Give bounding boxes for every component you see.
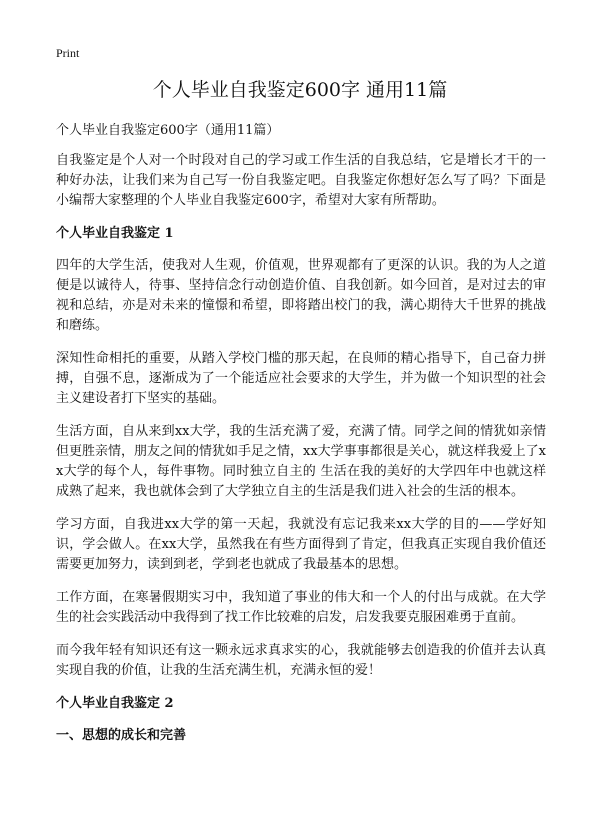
print-label: Print — [56, 46, 80, 60]
intro-paragraph: 自我鉴定是个人对一个时段对自己的学习或工作生活的自我总结，它是增长才干的一种好办法，让我们来为自己写一份自我鉴定吧。自我鉴定你想好怎么写了吗？下面是小编帮大家整理的个人毕业自我鉴定600字，希望对大家有所帮助。 — [56, 153, 546, 208]
section-heading-2: 个人毕业自我鉴定 2 — [56, 696, 174, 711]
section-heading-1: 个人毕业自我鉴定 1 — [56, 226, 174, 241]
section1-paragraph: 四年的大学生活，使我对人生观，价值观，世界观都有了更深的认识。我的为人之道便是以诚待人，待事、坚持信念行动创造价值、自我创新。如今回首，是对过去的审视和总结，亦是对未来的憧憬和希望，即将踏出校门的我，满心期待大千世界的挑战和磨练。 — [56, 258, 546, 333]
document-body — [56, 121, 546, 756]
section1-paragraph: 工作方面，在寒暑假期实习中，我知道了事业的伟大和一个人的付出与成就。在大学生的社会实践活动中我得到了找工作比较难的启发，启发我要克服困难勇于直前。 — [56, 590, 546, 625]
section2-subheading: 一、思想的成长和完善 — [56, 728, 187, 743]
section1-paragraph: 生活方面，自从来到xx大学，我的生活充满了爱，充满了情。同学之间的情犹如亲情但更胜亲情，朋友之间的情犹如手足之情，xx大学事事都很是关心，就这样我爱上了xx大学的每个人，每件事物。同时独立自主的 生活在我的美好的大学四年中也就这样成熟了起来，我也就体会到了大学独立自主的生活是我们进入社会的生活的根本。 — [56, 424, 546, 499]
section1-paragraph: 学习方面，自我进xx大学的第一天起，我就没有忘记我来xx大学的目的——学好知识，学会做人。在xx大学，虽然我在有些方面得到了肯定，但我真正实现自我价值还需要更加努力，读到到老，学到老也就成了我最基本的思想。 — [56, 517, 546, 572]
document-subtitle: 个人毕业自我鉴定600字（通用11篇） — [56, 123, 280, 138]
section1-paragraph: 深知性命相托的重要，从踏入学校门槛的那天起，在良师的精心指导下，自己奋力拼搏，自强不息，逐渐成为了一个能适应社会要求的大学生，并为做一个知识型的社会主义建设者打下坚实的基础。 — [56, 351, 546, 406]
section1-paragraph: 而今我年轻有知识还有这一颗永远求真求实的心，我就能够去创造我的价值并去认真实现自我的价值，让我的生活充满生机，充满永恒的爱！ — [56, 643, 546, 678]
document-title: 个人毕业自我鉴定600字 通用11篇 — [152, 79, 448, 101]
